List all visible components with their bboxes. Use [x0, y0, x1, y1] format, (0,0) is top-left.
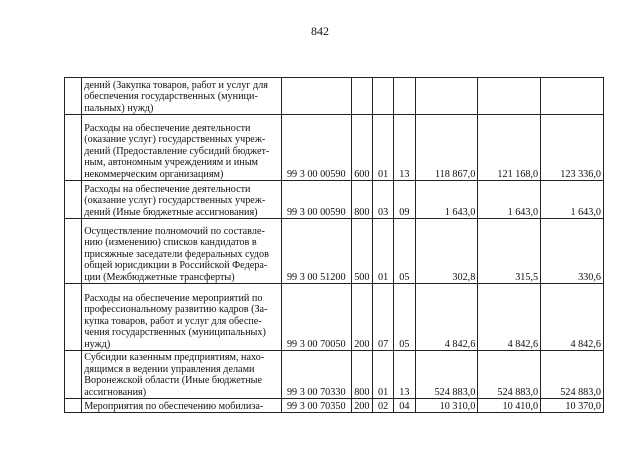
- section-text: 07: [378, 338, 389, 350]
- subsection-text: 04: [399, 400, 410, 412]
- row-marker-cell: [65, 284, 82, 351]
- year1-amount-text: 10 310,0: [439, 400, 476, 412]
- year2-amount-text: 524 883,0: [497, 386, 539, 398]
- row-marker-cell: [65, 115, 82, 181]
- target-code-text: 99 3 00 70350: [286, 400, 346, 412]
- year1-amount-cell: [415, 399, 478, 413]
- section-cell: [372, 399, 393, 413]
- subsection-cell: [394, 219, 415, 284]
- target-code-cell: [281, 284, 351, 351]
- table-row: [65, 181, 604, 219]
- budget-table-body: [65, 78, 604, 413]
- year2-amount-cell: [478, 351, 541, 399]
- year1-amount-cell: [415, 351, 478, 399]
- subsection-text: 13: [399, 168, 410, 180]
- description-text: Субсидии казенным предприятиям, нахо- дящимся в ведении управления делами Воронежской области (Иные бюджетные ассигнования): [84, 352, 265, 398]
- year2-amount-cell: [478, 78, 541, 115]
- section-cell: [372, 284, 393, 351]
- target-code-text: 99 3 00 00590: [286, 168, 346, 180]
- year3-amount-cell: [541, 115, 604, 181]
- description-cell: [82, 284, 282, 351]
- target-code-cell: [281, 181, 351, 219]
- target-code-cell: [281, 115, 351, 181]
- description-text: Мероприятия по обеспечению мобилиза-: [84, 400, 264, 412]
- year2-amount-cell: [478, 219, 541, 284]
- year1-amount-text: 118 867,0: [434, 168, 476, 180]
- year1-amount-cell: [415, 181, 478, 219]
- expense-type-cell: [351, 351, 372, 399]
- year2-amount-text: 10 410,0: [502, 400, 539, 412]
- year2-amount-cell: [478, 284, 541, 351]
- year1-amount-cell: [415, 115, 478, 181]
- section-cell: [372, 78, 393, 115]
- target-code-text: 99 3 00 70330: [286, 386, 346, 398]
- description-cell: [82, 181, 282, 219]
- year3-amount-text: 10 370,0: [565, 400, 601, 412]
- description-cell: [82, 219, 282, 284]
- section-cell: [372, 219, 393, 284]
- target-code-cell: [281, 399, 351, 413]
- year3-amount-text: 330,6: [578, 271, 601, 283]
- section-text: 01: [378, 386, 389, 398]
- section-text: 01: [378, 271, 389, 283]
- target-code-text: 99 3 00 51200: [286, 271, 346, 283]
- expense-type-text: 200: [354, 338, 370, 350]
- section-cell: [372, 115, 393, 181]
- target-code-text: 99 3 00 70050: [286, 338, 346, 350]
- expense-type-cell: [351, 219, 372, 284]
- section-text: 03: [378, 206, 389, 218]
- subsection-cell: [394, 78, 415, 115]
- subsection-cell: [394, 399, 415, 413]
- subsection-text: 05: [399, 338, 410, 350]
- table-row: [65, 399, 604, 413]
- description-cell: [82, 78, 282, 115]
- row-marker-cell: [65, 399, 82, 413]
- page-number: 842: [311, 24, 329, 38]
- year1-amount-cell: [415, 219, 478, 284]
- description-text: Расходы на обеспечение деятельности (оказание услуг) государственных учреж- дений (Иные бюджетные ассигнования): [84, 183, 266, 218]
- budget-table: [64, 77, 604, 413]
- year2-amount-cell: [478, 115, 541, 181]
- description-text: Расходы на обеспечение деятельности (оказание услуг) государственных учреж- дений (Предоставление субсидий бюджет- ным, автономным учреждениям и иным некоммерческим организациям): [84, 122, 270, 180]
- description-text: дений (Закупка товаров, работ и услуг для обеспечения государственных (муници- пальных) нужд): [84, 79, 268, 114]
- year2-amount-text: 315,5: [515, 271, 539, 283]
- expense-type-text: 800: [354, 206, 370, 218]
- table-row: [65, 219, 604, 284]
- expense-type-text: 600: [354, 168, 370, 180]
- expense-type-text: 200: [354, 400, 370, 412]
- description-cell: [82, 115, 282, 181]
- year1-amount-cell: [415, 284, 478, 351]
- row-marker-cell: [65, 219, 82, 284]
- description-text: Расходы на обеспечение мероприятий по профессиональному развитию кадров (За- купка товаров, работ и услуг для обеспе- чения государственных (муниципальных) нужд): [84, 292, 268, 350]
- section-cell: [372, 351, 393, 399]
- table-row: [65, 115, 604, 181]
- year3-amount-cell: [541, 351, 604, 399]
- year3-amount-text: 1 643,0: [570, 206, 601, 218]
- expense-type-text: 800: [354, 386, 370, 398]
- subsection-cell: [394, 351, 415, 399]
- section-text: 02: [378, 400, 389, 412]
- table-row: [65, 351, 604, 399]
- year2-amount-text: 121 168,0: [497, 168, 539, 180]
- year1-amount-text: 524 883,0: [434, 386, 476, 398]
- year1-amount-text: 4 842,6: [444, 338, 476, 350]
- subsection-cell: [394, 284, 415, 351]
- year2-amount-cell: [478, 399, 541, 413]
- year3-amount-cell: [541, 399, 604, 413]
- subsection-text: 09: [399, 206, 410, 218]
- description-cell: [82, 399, 282, 413]
- year2-amount-cell: [478, 181, 541, 219]
- subsection-text: 13: [399, 386, 410, 398]
- expense-type-cell: [351, 399, 372, 413]
- expense-type-cell: [351, 78, 372, 115]
- subsection-text: 05: [399, 271, 410, 283]
- year3-amount-cell: [541, 181, 604, 219]
- row-marker-cell: [65, 351, 82, 399]
- target-code-cell: [281, 351, 351, 399]
- year1-amount-text: 1 643,0: [444, 206, 476, 218]
- table-row: [65, 284, 604, 351]
- target-code-cell: [281, 78, 351, 115]
- year3-amount-text: 524 883,0: [560, 386, 601, 398]
- year3-amount-text: 4 842,6: [570, 338, 601, 350]
- year3-amount-text: 123 336,0: [560, 168, 601, 180]
- year2-amount-text: 4 842,6: [507, 338, 539, 350]
- description-cell: [82, 351, 282, 399]
- description-text: Осуществление полномочий по составле- нию (изменению) списков кандидатов в присяжные заседатели федеральных судов общей юрисдикции в Российской Федера- ции (Межбюджетные трансферты): [84, 225, 269, 283]
- section-text: 01: [378, 168, 389, 180]
- year3-amount-cell: [541, 219, 604, 284]
- section-cell: [372, 181, 393, 219]
- subsection-cell: [394, 181, 415, 219]
- expense-type-cell: [351, 181, 372, 219]
- expense-type-cell: [351, 115, 372, 181]
- row-marker-cell: [65, 181, 82, 219]
- target-code-cell: [281, 219, 351, 284]
- year3-amount-cell: [541, 78, 604, 115]
- year2-amount-text: 1 643,0: [507, 206, 539, 218]
- table-row: [65, 78, 604, 115]
- year1-amount-text: 302,8: [452, 271, 476, 283]
- expense-type-text: 500: [354, 271, 370, 283]
- year3-amount-cell: [541, 284, 604, 351]
- expense-type-cell: [351, 284, 372, 351]
- row-marker-cell: [65, 78, 82, 115]
- subsection-cell: [394, 115, 415, 181]
- target-code-text: 99 3 00 00590: [286, 206, 346, 218]
- year1-amount-cell: [415, 78, 478, 115]
